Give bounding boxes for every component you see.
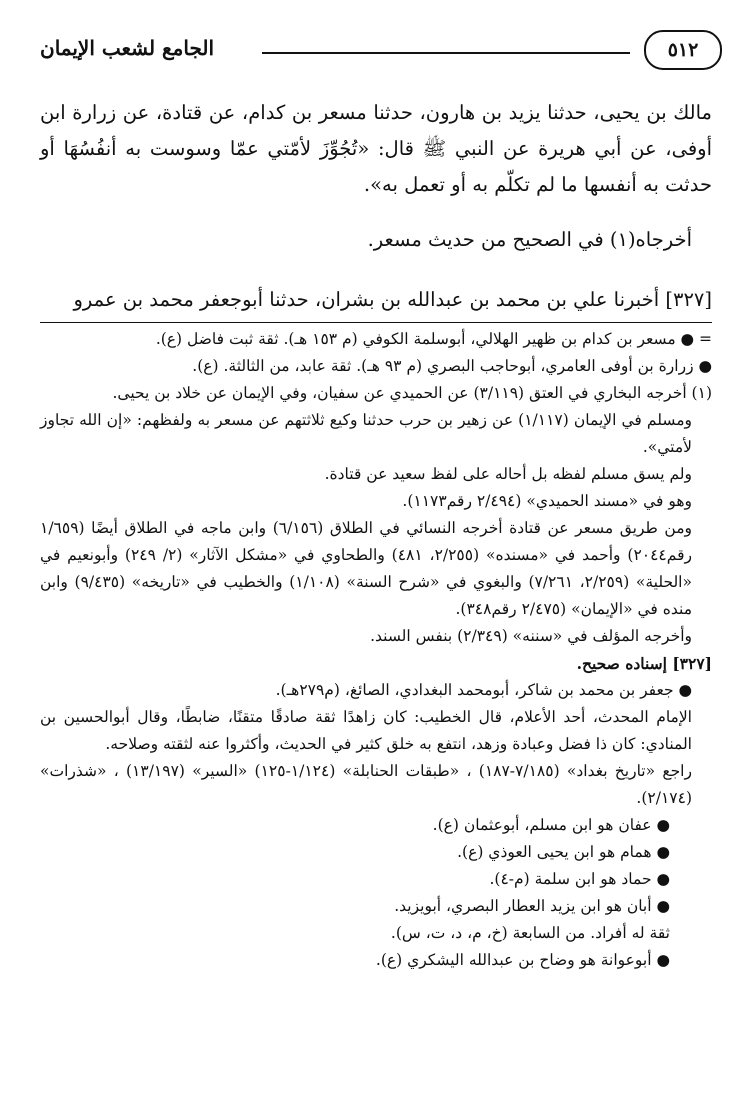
hadith-text: مالك بن يحيى، حدثنا يزيد بن هارون، حدثنا مسعر بن كدام، عن قتادة، عن زرارة ابن أوفى، عن أبي هريرة عن النبي ﷺ قال: «تُجُوِّزَ لأمّتي عمّا وسوست به أنفُسُهَا أو حدثت به أنفسها ما لم تكلّم به أو تعمل به».	[40, 101, 712, 196]
page-header	[30, 30, 722, 70]
footnote-line: الإمام المحدث، أحد الأعلام، قال الخطيب: كان زاهدًا ثقة صادقًا متقنًا، ضابطًا، وقال أبوالحسين بن المنادي: كان ذا فضل وعبادة وزهد، انتفع به خلق كثير في الحديث، وأكثروا عنه لثقته وصلاحه.	[40, 708, 692, 753]
page-number: ٥١٢	[644, 30, 722, 70]
text-footnote-divider	[40, 322, 712, 323]
takhrij-text: أخرجاه(١) في الصحيح من حديث مسعر.	[367, 228, 692, 251]
footnote-line: وأخرجه المؤلف في «سننه» (٢/٣٤٩) بنفس السند.	[370, 627, 692, 645]
hadith-paragraph	[40, 95, 712, 203]
takhrij-paragraph	[40, 222, 712, 258]
header-rule	[262, 52, 630, 54]
footnotes	[40, 326, 712, 974]
footnote-line: ومسلم في الإيمان (١/١١٧) عن زهير بن حرب حدثنا وكيع ثلاثتهم عن مسعر به ولفظهم: «إن الله تجاوز لأمتي».	[40, 411, 692, 456]
book-title: الجامع لشعب الإيمان	[40, 36, 215, 60]
footnote-line: ● أبوعوانة هو وضاح بن عبدالله اليشكري (ع).	[375, 951, 670, 969]
footnote-line: (١) أخرجه البخاري في العتق (٣/١١٩) عن الحميدي عن سفيان، وفي الإيمان عن خلاد بن يحيى.	[112, 384, 712, 402]
footnote-line: ولم يسق مسلم لفظه بل أحاله على لفظ سعيد عن قتادة.	[324, 465, 692, 483]
footnote-line: ● حماد هو ابن سلمة (م-٤).	[489, 870, 670, 888]
footnote-line: ● عفان هو ابن مسلم، أبوعثمان (ع).	[432, 816, 670, 834]
footnote-line: ● أبان هو ابن يزيد العطار البصري، أبويزيد.	[394, 897, 670, 915]
footnote-heading-327: [٣٢٧] إسناده صحيح.	[576, 654, 712, 673]
footnote-line: = ● مسعر بن كدام بن ظهير الهلالي، أبوسلمة الكوفي (م ١٥٣ هـ). ثقة ثبت فاضل (ع).	[155, 330, 712, 348]
footnote-line: ● جعفر بن محمد بن شاكر، أبومحمد البغدادي، الصائغ، (م٢٧٩هـ).	[275, 681, 692, 699]
footnote-line: راجع «تاريخ بغداد» (٧/١٨٥-١٨٧) ، «طبقات الحنابلة» (١/١٢٤-١٢٥) «السير» (١٣/١٩٧) ، «شذرات» (٢/١٧٤).	[40, 762, 692, 807]
footnote-line: ● همام هو ابن يحيى العوذي (ع).	[457, 843, 670, 861]
footnote-line: ● زرارة بن أوفى العامري، أبوحاجب البصري (م ٩٣ هـ). ثقة عابد، من الثالثة. (ع).	[192, 357, 712, 375]
hadith-327-line	[40, 282, 712, 318]
footnote-line: ومن طريق مسعر عن قتادة أخرجه النسائي في الطلاق (٦/١٥٦) وابن ماجه في الطلاق أيضًا (١/٦٥٩ رقم٢٠٤٤) وأحمد في «مسنده» (٢/٢٥٥، ٤٨١) والطحاوي في «مشكل الآثار» (٢/ ٢٤٩) وأبونعيم في «الحلية» (٢/٢٥٩، ٧/٢٦١) والبغوي في «شرح السنة» (١/١٠٨) والخطيب في «تاريخه» (٩/٤٣٥) وابن منده في «الإيمان» (٢/٤٧٥ رقم٣٤٨).	[40, 519, 692, 618]
footnote-line: ثقة له أفراد. من السابعة (خ، م، د، ت، س).	[390, 924, 670, 942]
hadith-327-text: [٣٢٧] أخبرنا علي بن محمد بن عبدالله بن بشران، حدثنا أبوجعفر محمد بن عمرو	[73, 288, 712, 311]
footnote-line: وهو في «مسند الحميدي» (٢/٤٩٤ رقم١١٧٣).	[402, 492, 692, 510]
